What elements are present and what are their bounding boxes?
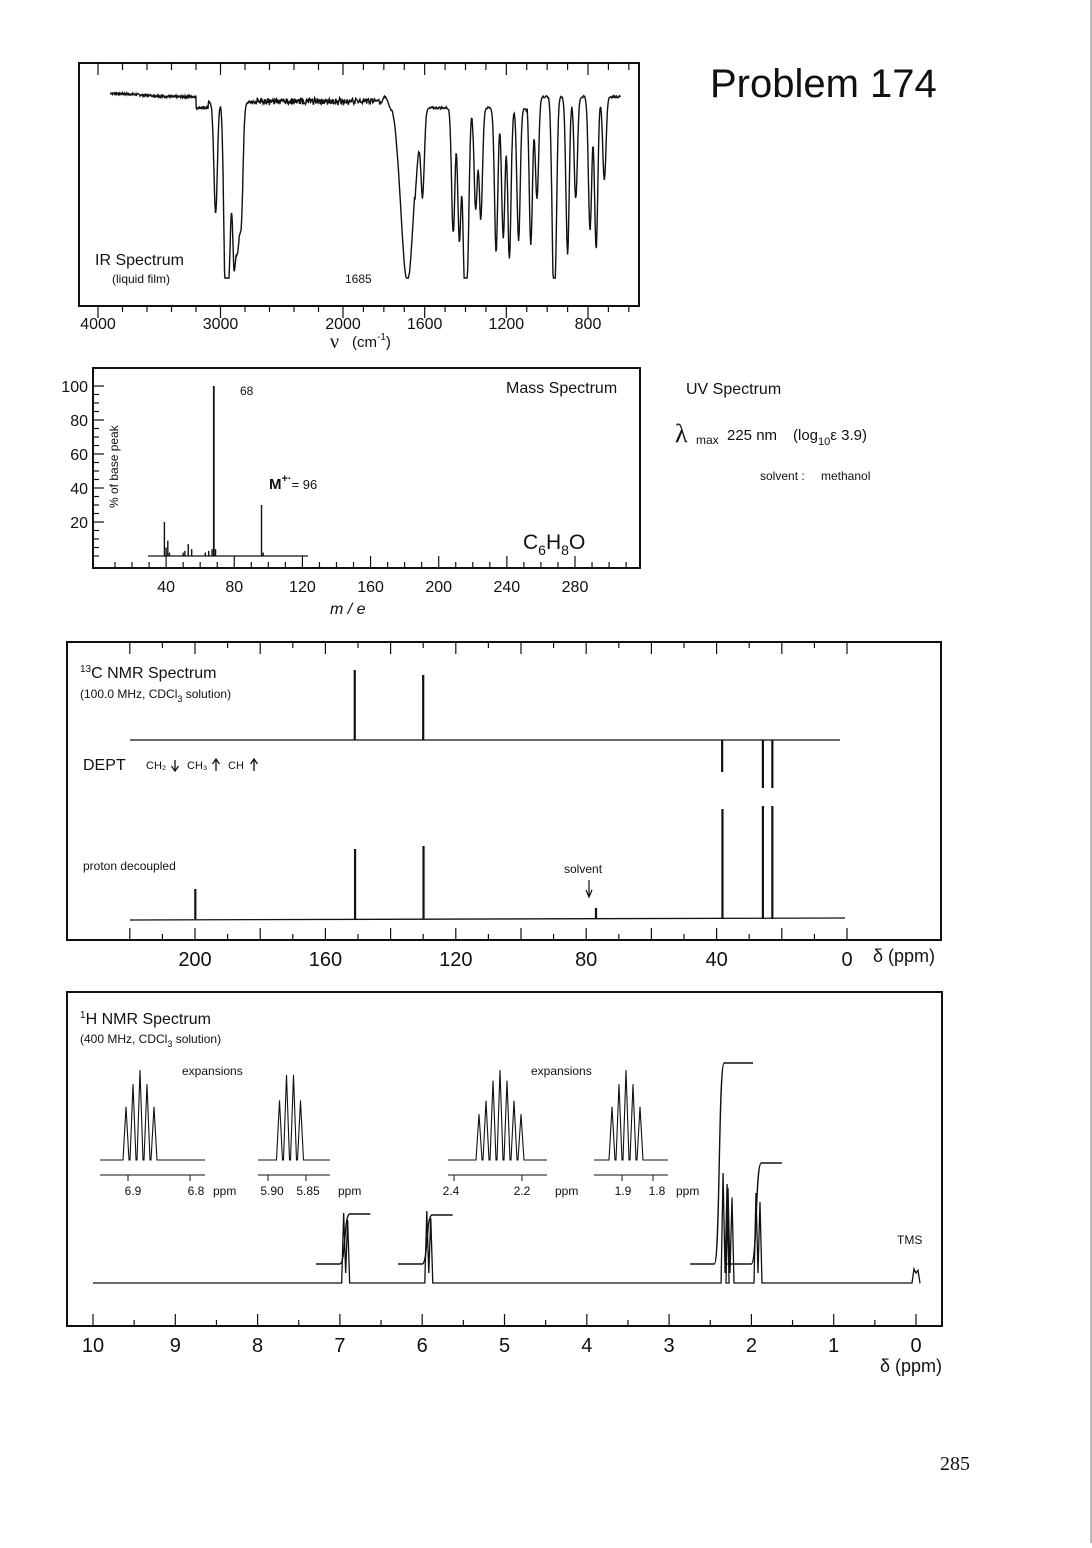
- ms-base-peak-label: 68: [240, 384, 254, 398]
- ms-x-tick-label: 240: [493, 579, 521, 596]
- c13-subtitle-sub: 3: [177, 694, 183, 704]
- ms-x-tick-label: 80: [225, 579, 244, 596]
- ms-molecular-ion: [269, 473, 317, 493]
- h1-expansion-tick-label: 6.8: [187, 1184, 205, 1198]
- mass-spectrum: [61, 368, 640, 618]
- h1-x-tick-label: 2: [745, 1335, 757, 1357]
- arrow-up-icon: [213, 759, 220, 771]
- h1-x-tick-label: 10: [81, 1335, 105, 1357]
- ir-xlabel-nu: ν: [330, 331, 340, 353]
- c13-decoupled-baseline: [130, 918, 845, 920]
- c13-x-tick-label: 200: [178, 949, 212, 971]
- h1-tick-labels: [82, 1335, 922, 1357]
- c13-subtitle: [80, 687, 231, 704]
- c13-x-tick-label: 160: [308, 949, 343, 971]
- h1-expansion-unit: ppm: [555, 1184, 579, 1198]
- uv-title: UV Spectrum: [686, 381, 782, 398]
- h1-expansion-tick-label: 5.90: [260, 1184, 284, 1198]
- ir-x-tick-label: 4000: [80, 316, 116, 333]
- h1-expansion-unit: ppm: [213, 1184, 237, 1198]
- ms-formula-8: 8: [561, 542, 569, 558]
- h1-expansion-panel: [100, 1070, 236, 1198]
- h1-expansion-trace: [100, 1070, 205, 1160]
- h1-x-tick-label: 6: [416, 1335, 428, 1357]
- ir-trace: [110, 93, 620, 278]
- uv-log-sub: 10: [818, 436, 831, 448]
- h1-x-tick-label: 0: [910, 1335, 922, 1357]
- ir-x-tick-label: 2000: [325, 316, 361, 333]
- ms-x-tick-labels: [157, 579, 588, 596]
- h1-expansion-panel: [594, 1070, 699, 1198]
- ms-formula-o: O: [568, 531, 586, 554]
- ms-molecular-ion-m: M: [269, 476, 282, 493]
- h1-x-tick-label: 7: [334, 1335, 346, 1357]
- ir-subtitle: (liquid film): [112, 272, 171, 286]
- uv-solvent: methanol: [821, 469, 871, 483]
- h1-expansion-trace: [448, 1070, 547, 1160]
- c13-x-tick-label: 0: [841, 949, 853, 971]
- h1-expansion-unit: ppm: [676, 1184, 700, 1198]
- uv-log-open: (log: [793, 427, 819, 444]
- h1-expansion-unit: ppm: [338, 1184, 362, 1198]
- h1-x-tick-label: 1: [828, 1335, 840, 1357]
- ir-annotation-1685: 1685: [345, 272, 372, 286]
- c13-title-text: C NMR Spectrum: [91, 665, 217, 682]
- ms-x-tick-label: 280: [561, 579, 589, 596]
- h1-expansion-tick-label: 2.4: [442, 1184, 460, 1198]
- h1-expansion-trace: [594, 1070, 668, 1160]
- ms-x-tick-label: 120: [289, 579, 316, 596]
- ms-y-tick-label: 60: [70, 447, 88, 464]
- h1-expansions-label-right: expansions: [531, 1064, 592, 1078]
- ms-formula: [523, 531, 585, 558]
- ms-y-tick-label: 40: [70, 481, 88, 498]
- c13-title-sup: 13: [80, 664, 92, 675]
- h1-title-sup: 1: [80, 1010, 86, 1021]
- h1-subtitle-close: solution): [172, 1032, 222, 1046]
- ms-title: Mass Spectrum: [506, 380, 618, 397]
- uv-log-close: ε 3.9): [830, 427, 867, 444]
- ms-xlabel: m / e: [330, 601, 366, 618]
- h1-x-tick-label: 8: [252, 1335, 264, 1357]
- page-title: Problem 174: [710, 62, 937, 106]
- ir-xlabel-unit: [352, 332, 391, 351]
- c13-ticks: [130, 642, 847, 940]
- uv-lambda: λ: [675, 419, 688, 448]
- c13-xlabel: δ (ppm): [873, 946, 936, 966]
- c13-dept-ch: CH: [228, 760, 244, 772]
- h1-tms-label: TMS: [897, 1233, 923, 1247]
- c13-dept-ch2: CH₂: [146, 760, 167, 772]
- h1-subtitle-open: (400 MHz, CDCl: [80, 1032, 168, 1046]
- h1-xlabel: δ (ppm): [880, 1356, 943, 1376]
- h1-expansion-panel: [258, 1075, 361, 1198]
- ir-xlabel-unit-close: ): [385, 334, 391, 351]
- ms-x-tick-label: 40: [157, 579, 176, 596]
- page-number: 285: [940, 1453, 970, 1475]
- c13-dept-peaks: [355, 670, 773, 788]
- ms-formula-h: H: [545, 531, 562, 554]
- c13-decoupled-label: proton decoupled: [83, 859, 176, 873]
- ir-xlabel-unit-sup: -1: [377, 332, 386, 343]
- ms-x-tick-label: 160: [357, 579, 384, 596]
- h1-expansion-tick-label: 5.85: [296, 1184, 320, 1198]
- h1-title: [80, 1010, 211, 1028]
- uv-log: [793, 427, 867, 448]
- ir-title: IR Spectrum: [95, 252, 184, 269]
- h1-nmr-spectrum: [67, 992, 942, 1376]
- h1-x-tick-label: 5: [498, 1335, 511, 1357]
- ir-x-tick-label: 800: [574, 316, 602, 333]
- c13-tick-labels: [178, 949, 852, 971]
- ir-tick-labels: [80, 316, 601, 333]
- h1-expansion-tick-label: 2.2: [513, 1184, 531, 1198]
- ms-molecular-ion-eq: = 96: [291, 477, 318, 492]
- h1-expansion-tick-label: 1.8: [648, 1184, 666, 1198]
- arrow-down-icon: [172, 760, 179, 771]
- c13-x-tick-label: 120: [439, 949, 473, 971]
- ir-minor-ticks-top: [98, 63, 629, 75]
- ms-peaks: [164, 386, 263, 556]
- uv-value: 225 nm: [727, 427, 778, 444]
- uv-spectrum: [675, 381, 870, 483]
- ms-x-tick-label: 200: [425, 579, 453, 596]
- c13-x-tick-label: 80: [575, 949, 598, 971]
- h1-integral-curve: [316, 1063, 782, 1264]
- c13-nmr-spectrum: [67, 642, 941, 971]
- h1-ticks: [93, 1314, 916, 1326]
- ms-y-tick-label: 100: [61, 379, 88, 396]
- uv-solvent-label: solvent :: [760, 469, 805, 483]
- ir-xlabel-unit-open: (cm: [352, 334, 377, 351]
- h1-x-tick-label: 3: [663, 1335, 675, 1357]
- ms-y-ticks: [93, 386, 104, 556]
- h1-expansion-insets: [100, 1070, 699, 1198]
- ms-molecular-ion-sup: +·: [281, 473, 292, 485]
- uv-lambda-sub: max: [696, 433, 719, 447]
- ir-x-tick-label: 1200: [488, 316, 525, 333]
- ir-x-tick-label: 1600: [406, 316, 443, 333]
- h1-subtitle: [80, 1032, 221, 1049]
- c13-subtitle-open: (100.0 MHz, CDCl: [80, 687, 178, 701]
- h1-expansion-tick-label: 1.9: [614, 1184, 632, 1198]
- h1-x-tick-label: 9: [169, 1335, 181, 1357]
- ir-spectrum: [79, 63, 639, 353]
- c13-subtitle-close: solution): [182, 687, 232, 701]
- c13-decoupled-peaks: [195, 806, 772, 919]
- h1-expansions-label-left: expansions: [182, 1064, 243, 1078]
- ir-ticks-bottom: [98, 306, 629, 318]
- ir-x-tick-label: 3000: [202, 316, 239, 333]
- ms-formula-6: 6: [538, 542, 546, 558]
- ms-formula-c: C: [523, 531, 539, 554]
- c13-dept-ch3: CH₃: [187, 760, 208, 772]
- h1-subtitle-sub: 3: [167, 1039, 173, 1049]
- c13-title: [80, 664, 216, 682]
- ms-y-tick-label: 20: [70, 515, 88, 532]
- ms-y-tick-label: 80: [70, 413, 88, 430]
- ms-ylabel: % of base peak: [107, 425, 121, 508]
- ms-x-ticks: [115, 556, 626, 568]
- solvent-arrow-icon: [586, 880, 592, 897]
- c13-solvent-label: solvent: [564, 862, 603, 876]
- h1-title-text: H NMR Spectrum: [85, 1011, 211, 1028]
- ms-y-tick-labels: [61, 379, 88, 532]
- c13-x-tick-label: 40: [705, 949, 728, 971]
- h1-expansion-panel: [443, 1070, 579, 1198]
- arrow-up-icon: [251, 759, 258, 771]
- h1-x-tick-label: 4: [581, 1335, 593, 1357]
- h1-expansion-tick-label: 6.9: [124, 1184, 142, 1198]
- h1-expansion-trace: [258, 1075, 330, 1160]
- c13-dept-label: DEPT: [83, 757, 126, 774]
